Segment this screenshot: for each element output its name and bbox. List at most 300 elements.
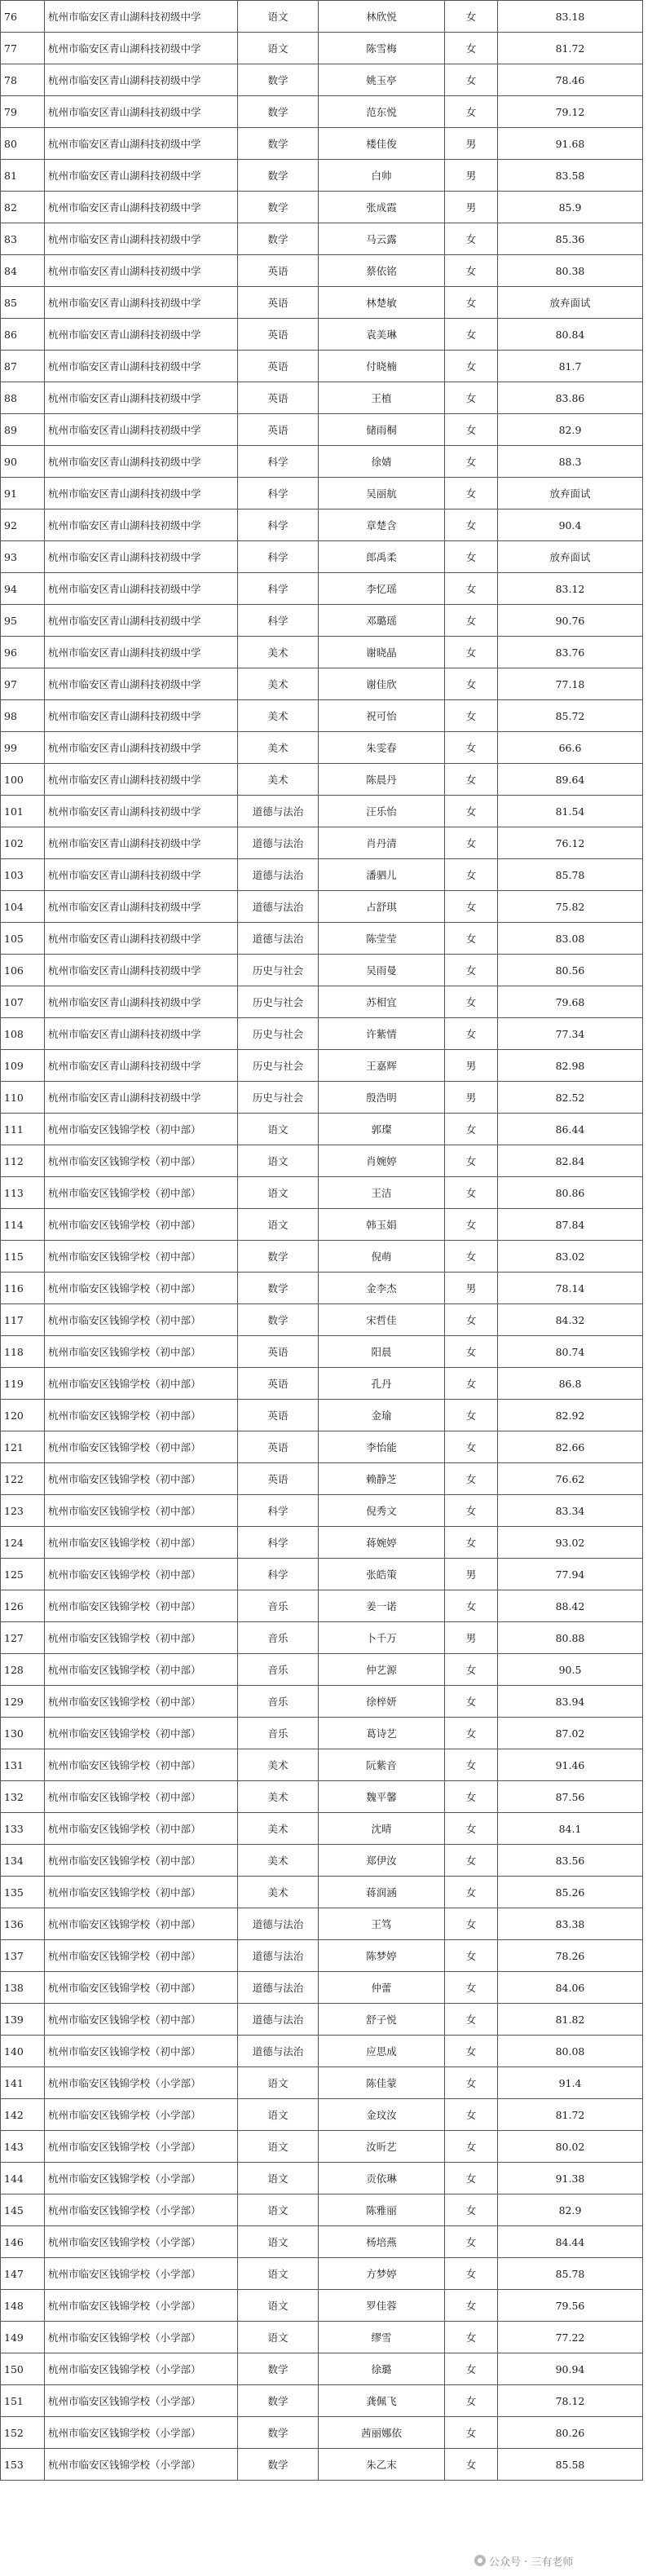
row-number: 103 <box>1 859 45 891</box>
subject-cell: 道德与法治 <box>238 796 319 827</box>
row-number: 141 <box>1 2067 45 2099</box>
row-number: 84 <box>1 255 45 287</box>
school-cell: 杭州市临安区青山湖科技初级中学 <box>45 764 238 796</box>
table-row <box>1 2099 643 2131</box>
name-cell: 蔡依铭 <box>319 255 445 287</box>
name-cell: 金瑜 <box>319 1400 445 1431</box>
subject-cell: 英语 <box>238 287 319 319</box>
table-row <box>1 1749 643 1781</box>
gender-cell: 男 <box>445 160 498 192</box>
school-cell: 杭州市临安区青山湖科技初级中学 <box>45 319 238 351</box>
row-number: 121 <box>1 1431 45 1463</box>
score-cell: 75.82 <box>498 891 643 923</box>
score-cell: 88.42 <box>498 1590 643 1622</box>
table-row <box>1 192 643 223</box>
row-number: 130 <box>1 1718 45 1749</box>
subject-cell: 语文 <box>238 1114 319 1145</box>
row-number: 80 <box>1 128 45 160</box>
row-number: 132 <box>1 1781 45 1813</box>
school-cell: 杭州市临安区青山湖科技初级中学 <box>45 33 238 64</box>
gender-cell: 女 <box>445 1209 498 1241</box>
subject-cell: 数学 <box>238 96 319 128</box>
gender-cell: 女 <box>445 1336 498 1368</box>
name-cell: 肖丹清 <box>319 827 445 859</box>
name-cell: 张皓策 <box>319 1559 445 1590</box>
gender-cell: 女 <box>445 1940 498 1972</box>
subject-cell: 道德与法治 <box>238 859 319 891</box>
name-cell: 肖婉婷 <box>319 1145 445 1177</box>
subject-cell: 英语 <box>238 1336 319 1368</box>
name-cell: 谢晓晶 <box>319 637 445 668</box>
row-number: 110 <box>1 1082 45 1114</box>
subject-cell: 历史与社会 <box>238 1082 319 1114</box>
table-row <box>1 827 643 859</box>
table-row <box>1 541 643 573</box>
subject-cell: 数学 <box>238 64 319 96</box>
row-number: 83 <box>1 223 45 255</box>
name-cell: 阳晨 <box>319 1336 445 1368</box>
school-cell: 杭州市临安区钱锦学校（初中部） <box>45 1654 238 1686</box>
score-cell: 80.26 <box>498 2417 643 2449</box>
gender-cell: 男 <box>445 1622 498 1654</box>
gender-cell: 女 <box>445 2385 498 2417</box>
row-number: 76 <box>1 1 45 33</box>
name-cell: 郎禹柔 <box>319 541 445 573</box>
gender-cell: 女 <box>445 923 498 955</box>
school-cell: 杭州市临安区青山湖科技初级中学 <box>45 96 238 128</box>
table-row <box>1 1273 643 1304</box>
school-cell: 杭州市临安区青山湖科技初级中学 <box>45 1082 238 1114</box>
school-cell: 杭州市临安区青山湖科技初级中学 <box>45 986 238 1018</box>
row-number: 139 <box>1 2004 45 2036</box>
score-cell: 85.72 <box>498 700 643 732</box>
subject-cell: 道德与法治 <box>238 827 319 859</box>
table-row <box>1 986 643 1018</box>
score-cell: 80.74 <box>498 1336 643 1368</box>
school-cell: 杭州市临安区青山湖科技初级中学 <box>45 478 238 509</box>
table-row <box>1 1590 643 1622</box>
table-row <box>1 382 643 414</box>
row-number: 135 <box>1 1877 45 1908</box>
gender-cell: 男 <box>445 1082 498 1114</box>
table-row <box>1 1972 643 2004</box>
school-cell: 杭州市临安区钱锦学校（初中部） <box>45 2004 238 2036</box>
row-number: 85 <box>1 287 45 319</box>
school-cell: 杭州市临安区钱锦学校（初中部） <box>45 1209 238 1241</box>
school-cell: 杭州市临安区青山湖科技初级中学 <box>45 160 238 192</box>
subject-cell: 语文 <box>238 2194 319 2226</box>
table-row <box>1 1082 643 1114</box>
row-number: 149 <box>1 2322 45 2353</box>
gender-cell: 女 <box>445 2290 498 2322</box>
gender-cell: 女 <box>445 1527 498 1559</box>
gender-cell: 女 <box>445 605 498 637</box>
school-cell: 杭州市临安区钱锦学校（初中部） <box>45 1718 238 1749</box>
table-row <box>1 1654 643 1686</box>
row-number: 113 <box>1 1177 45 1209</box>
subject-cell: 美术 <box>238 1781 319 1813</box>
gender-cell: 女 <box>445 478 498 509</box>
row-number: 146 <box>1 2226 45 2258</box>
name-cell: 储雨桐 <box>319 414 445 446</box>
score-cell: 80.38 <box>498 255 643 287</box>
subject-cell: 数学 <box>238 2449 319 2481</box>
table-row <box>1 160 643 192</box>
name-cell: 倪萌 <box>319 1241 445 1273</box>
name-cell: 姜一诺 <box>319 1590 445 1622</box>
row-number: 108 <box>1 1018 45 1050</box>
name-cell: 阮紫音 <box>319 1749 445 1781</box>
subject-cell: 历史与社会 <box>238 955 319 986</box>
gender-cell: 男 <box>445 192 498 223</box>
gender-cell: 女 <box>445 1018 498 1050</box>
score-cell: 83.12 <box>498 573 643 605</box>
score-cell: 80.84 <box>498 319 643 351</box>
row-number: 107 <box>1 986 45 1018</box>
school-cell: 杭州市临安区钱锦学校（初中部） <box>45 1368 238 1400</box>
score-cell: 88.3 <box>498 446 643 478</box>
name-cell: 范东悦 <box>319 96 445 128</box>
name-cell: 赖静芝 <box>319 1463 445 1495</box>
subject-cell: 科学 <box>238 478 319 509</box>
name-cell: 吴丽航 <box>319 478 445 509</box>
subject-cell: 语文 <box>238 2322 319 2353</box>
table-row <box>1 2067 643 2099</box>
school-cell: 杭州市临安区钱锦学校（初中部） <box>45 1114 238 1145</box>
name-cell: 龚佩飞 <box>319 2385 445 2417</box>
school-cell: 杭州市临安区青山湖科技初级中学 <box>45 827 238 859</box>
table-row <box>1 2258 643 2290</box>
school-cell: 杭州市临安区钱锦学校（初中部） <box>45 1972 238 2004</box>
school-cell: 杭州市临安区青山湖科技初级中学 <box>45 891 238 923</box>
row-number: 101 <box>1 796 45 827</box>
gender-cell: 女 <box>445 668 498 700</box>
subject-cell: 美术 <box>238 1813 319 1845</box>
table-row <box>1 668 643 700</box>
school-cell: 杭州市临安区钱锦学校（初中部） <box>45 1304 238 1336</box>
score-cell: 89.64 <box>498 764 643 796</box>
subject-cell: 英语 <box>238 1431 319 1463</box>
subject-cell: 科学 <box>238 446 319 478</box>
school-cell: 杭州市临安区钱锦学校（初中部） <box>45 1845 238 1877</box>
school-cell: 杭州市临安区青山湖科技初级中学 <box>45 351 238 382</box>
table-row <box>1 2449 643 2481</box>
row-number: 152 <box>1 2417 45 2449</box>
subject-cell: 美术 <box>238 1877 319 1908</box>
row-number: 153 <box>1 2449 45 2481</box>
score-cell: 80.88 <box>498 1622 643 1654</box>
school-cell: 杭州市临安区钱锦学校（小学部） <box>45 2385 238 2417</box>
name-cell: 罗佳蓉 <box>319 2290 445 2322</box>
gender-cell: 女 <box>445 1 498 33</box>
table-row <box>1 2163 643 2194</box>
subject-cell: 数学 <box>238 2385 319 2417</box>
subject-cell: 科学 <box>238 1495 319 1527</box>
table-row <box>1 1114 643 1145</box>
table-row <box>1 1304 643 1336</box>
name-cell: 占舒琪 <box>319 891 445 923</box>
school-cell: 杭州市临安区青山湖科技初级中学 <box>45 223 238 255</box>
gender-cell: 女 <box>445 955 498 986</box>
row-number: 102 <box>1 827 45 859</box>
name-cell: 徐婧 <box>319 446 445 478</box>
table-row <box>1 319 643 351</box>
table-row <box>1 446 643 478</box>
score-cell: 85.58 <box>498 2449 643 2481</box>
gender-cell: 女 <box>445 1781 498 1813</box>
name-cell: 付晓楠 <box>319 351 445 382</box>
school-cell: 杭州市临安区钱锦学校（小学部） <box>45 2194 238 2226</box>
score-cell: 90.4 <box>498 509 643 541</box>
subject-cell: 美术 <box>238 764 319 796</box>
name-cell: 卜千万 <box>319 1622 445 1654</box>
gender-cell: 女 <box>445 541 498 573</box>
school-cell: 杭州市临安区钱锦学校（小学部） <box>45 2258 238 2290</box>
school-cell: 杭州市临安区钱锦学校（初中部） <box>45 1336 238 1368</box>
row-number: 104 <box>1 891 45 923</box>
name-cell: 蒋婉婷 <box>319 1527 445 1559</box>
gender-cell: 女 <box>445 1718 498 1749</box>
subject-cell: 美术 <box>238 668 319 700</box>
table-row <box>1 1050 643 1082</box>
row-number: 112 <box>1 1145 45 1177</box>
school-cell: 杭州市临安区青山湖科技初级中学 <box>45 796 238 827</box>
school-cell: 杭州市临安区青山湖科技初级中学 <box>45 128 238 160</box>
gender-cell: 女 <box>445 1686 498 1718</box>
row-number: 148 <box>1 2290 45 2322</box>
gender-cell: 女 <box>445 1368 498 1400</box>
school-cell: 杭州市临安区青山湖科技初级中学 <box>45 1018 238 1050</box>
name-cell: 茜丽娜依 <box>319 2417 445 2449</box>
name-cell: 倪秀文 <box>319 1495 445 1527</box>
table-row <box>1 2226 643 2258</box>
table-row <box>1 955 643 986</box>
subject-cell: 道德与法治 <box>238 2004 319 2036</box>
gender-cell: 女 <box>445 2417 498 2449</box>
name-cell: 舒子悦 <box>319 2004 445 2036</box>
gender-cell: 女 <box>445 446 498 478</box>
score-cell: 83.94 <box>498 1686 643 1718</box>
row-number: 144 <box>1 2163 45 2194</box>
row-number: 95 <box>1 605 45 637</box>
gender-cell: 女 <box>445 891 498 923</box>
gender-cell: 女 <box>445 2258 498 2290</box>
school-cell: 杭州市临安区钱锦学校（小学部） <box>45 2099 238 2131</box>
row-number: 122 <box>1 1463 45 1495</box>
table-row <box>1 351 643 382</box>
table-row <box>1 64 643 96</box>
name-cell: 陈雪梅 <box>319 33 445 64</box>
school-cell: 杭州市临安区青山湖科技初级中学 <box>45 287 238 319</box>
subject-cell: 英语 <box>238 255 319 287</box>
name-cell: 徐璐 <box>319 2353 445 2385</box>
score-cell: 77.94 <box>498 1559 643 1590</box>
score-cell: 66.6 <box>498 732 643 764</box>
subject-cell: 道德与法治 <box>238 1908 319 1940</box>
gender-cell: 女 <box>445 573 498 605</box>
name-cell: 吴雨曼 <box>319 955 445 986</box>
name-cell: 方梦婷 <box>319 2258 445 2290</box>
gender-cell: 女 <box>445 414 498 446</box>
score-cell: 83.18 <box>498 1 643 33</box>
gender-cell: 女 <box>445 64 498 96</box>
subject-cell: 语文 <box>238 33 319 64</box>
table-row <box>1 509 643 541</box>
gender-cell: 女 <box>445 1813 498 1845</box>
score-table-body <box>1 1 643 2481</box>
name-cell: 白帅 <box>319 160 445 192</box>
school-cell: 杭州市临安区钱锦学校（初中部） <box>45 1749 238 1781</box>
gender-cell: 女 <box>445 1972 498 2004</box>
score-cell: 82.66 <box>498 1431 643 1463</box>
gender-cell: 女 <box>445 2353 498 2385</box>
score-cell: 77.34 <box>498 1018 643 1050</box>
school-cell: 杭州市临安区青山湖科技初级中学 <box>45 732 238 764</box>
subject-cell: 音乐 <box>238 1622 319 1654</box>
school-cell: 杭州市临安区钱锦学校（小学部） <box>45 2290 238 2322</box>
table-row <box>1 764 643 796</box>
row-number: 143 <box>1 2131 45 2163</box>
school-cell: 杭州市临安区青山湖科技初级中学 <box>45 605 238 637</box>
table-row <box>1 478 643 509</box>
row-number: 142 <box>1 2099 45 2131</box>
subject-cell: 科学 <box>238 541 319 573</box>
subject-cell: 英语 <box>238 319 319 351</box>
row-number: 98 <box>1 700 45 732</box>
table-row <box>1 700 643 732</box>
gender-cell: 男 <box>445 1273 498 1304</box>
score-cell: 77.18 <box>498 668 643 700</box>
name-cell: 郭璨 <box>319 1114 445 1145</box>
score-cell: 90.94 <box>498 2353 643 2385</box>
name-cell: 张成霞 <box>319 192 445 223</box>
school-cell: 杭州市临安区钱锦学校（小学部） <box>45 2226 238 2258</box>
score-cell: 79.12 <box>498 96 643 128</box>
score-cell: 91.68 <box>498 128 643 160</box>
subject-cell: 美术 <box>238 1845 319 1877</box>
score-cell: 80.02 <box>498 2131 643 2163</box>
gender-cell: 女 <box>445 1304 498 1336</box>
school-cell: 杭州市临安区青山湖科技初级中学 <box>45 64 238 96</box>
gender-cell: 女 <box>445 2004 498 2036</box>
gender-cell: 女 <box>445 1177 498 1209</box>
subject-cell: 音乐 <box>238 1718 319 1749</box>
school-cell: 杭州市临安区钱锦学校（初中部） <box>45 1813 238 1845</box>
subject-cell: 科学 <box>238 1527 319 1559</box>
subject-cell: 道德与法治 <box>238 891 319 923</box>
row-number: 140 <box>1 2036 45 2067</box>
score-cell: 79.56 <box>498 2290 643 2322</box>
school-cell: 杭州市临安区钱锦学校（小学部） <box>45 2067 238 2099</box>
school-cell: 杭州市临安区钱锦学校（小学部） <box>45 2322 238 2353</box>
score-cell: 91.46 <box>498 1749 643 1781</box>
score-cell: 91.4 <box>498 2067 643 2099</box>
school-cell: 杭州市临安区钱锦学校（初中部） <box>45 1495 238 1527</box>
score-cell: 82.9 <box>498 414 643 446</box>
score-cell: 87.02 <box>498 1718 643 1749</box>
score-cell: 85.78 <box>498 2258 643 2290</box>
score-cell: 91.38 <box>498 2163 643 2194</box>
school-cell: 杭州市临安区青山湖科技初级中学 <box>45 509 238 541</box>
name-cell: 章楚含 <box>319 509 445 541</box>
gender-cell: 女 <box>445 1495 498 1527</box>
score-cell: 83.76 <box>498 637 643 668</box>
school-cell: 杭州市临安区钱锦学校（初中部） <box>45 1622 238 1654</box>
score-cell: 81.72 <box>498 33 643 64</box>
table-row <box>1 1368 643 1400</box>
table-row <box>1 96 643 128</box>
score-cell: 93.02 <box>498 1527 643 1559</box>
school-cell: 杭州市临安区青山湖科技初级中学 <box>45 414 238 446</box>
row-number: 87 <box>1 351 45 382</box>
row-number: 136 <box>1 1908 45 1940</box>
school-cell: 杭州市临安区钱锦学校（初中部） <box>45 1877 238 1908</box>
name-cell: 蒋润涵 <box>319 1877 445 1908</box>
school-cell: 杭州市临安区钱锦学校（初中部） <box>45 2036 238 2067</box>
table-row <box>1 128 643 160</box>
gender-cell: 女 <box>445 827 498 859</box>
subject-cell: 语文 <box>238 2290 319 2322</box>
score-cell: 76.12 <box>498 827 643 859</box>
gender-cell: 女 <box>445 1463 498 1495</box>
score-cell: 放弃面试 <box>498 541 643 573</box>
gender-cell: 男 <box>445 1559 498 1590</box>
table-row <box>1 2290 643 2322</box>
row-number: 105 <box>1 923 45 955</box>
subject-cell: 语文 <box>238 1 319 33</box>
gender-cell: 女 <box>445 764 498 796</box>
school-cell: 杭州市临安区钱锦学校（初中部） <box>45 1400 238 1431</box>
table-row <box>1 1622 643 1654</box>
table-row <box>1 1686 643 1718</box>
gender-cell: 女 <box>445 351 498 382</box>
school-cell: 杭州市临安区钱锦学校（小学部） <box>45 2131 238 2163</box>
school-cell: 杭州市临安区青山湖科技初级中学 <box>45 668 238 700</box>
subject-cell: 语文 <box>238 2258 319 2290</box>
table-row <box>1 2353 643 2385</box>
wechat-icon <box>474 2555 486 2566</box>
name-cell: 金李杰 <box>319 1273 445 1304</box>
subject-cell: 科学 <box>238 509 319 541</box>
name-cell: 许紫情 <box>319 1018 445 1050</box>
table-row <box>1 1400 643 1431</box>
row-number: 123 <box>1 1495 45 1527</box>
subject-cell: 英语 <box>238 382 319 414</box>
score-cell: 79.68 <box>498 986 643 1018</box>
school-cell: 杭州市临安区钱锦学校（初中部） <box>45 1431 238 1463</box>
score-cell: 80.08 <box>498 2036 643 2067</box>
row-number: 82 <box>1 192 45 223</box>
row-number: 120 <box>1 1400 45 1431</box>
name-cell: 潘驷儿 <box>319 859 445 891</box>
school-cell: 杭州市临安区青山湖科技初级中学 <box>45 1 238 33</box>
watermark <box>474 2552 573 2569</box>
school-cell: 杭州市临安区钱锦学校（初中部） <box>45 1241 238 1273</box>
row-number: 109 <box>1 1050 45 1082</box>
school-cell: 杭州市临安区钱锦学校（初中部） <box>45 1559 238 1590</box>
school-cell: 杭州市临安区钱锦学校（小学部） <box>45 2163 238 2194</box>
gender-cell: 女 <box>445 255 498 287</box>
score-cell: 78.14 <box>498 1273 643 1304</box>
watermark-text: 公众号 · 三有老师 <box>489 2556 574 2569</box>
score-cell: 87.56 <box>498 1781 643 1813</box>
score-cell: 83.02 <box>498 1241 643 1273</box>
table-row <box>1 923 643 955</box>
score-cell: 85.36 <box>498 223 643 255</box>
row-number: 106 <box>1 955 45 986</box>
gender-cell: 男 <box>445 1050 498 1082</box>
gender-cell: 女 <box>445 382 498 414</box>
